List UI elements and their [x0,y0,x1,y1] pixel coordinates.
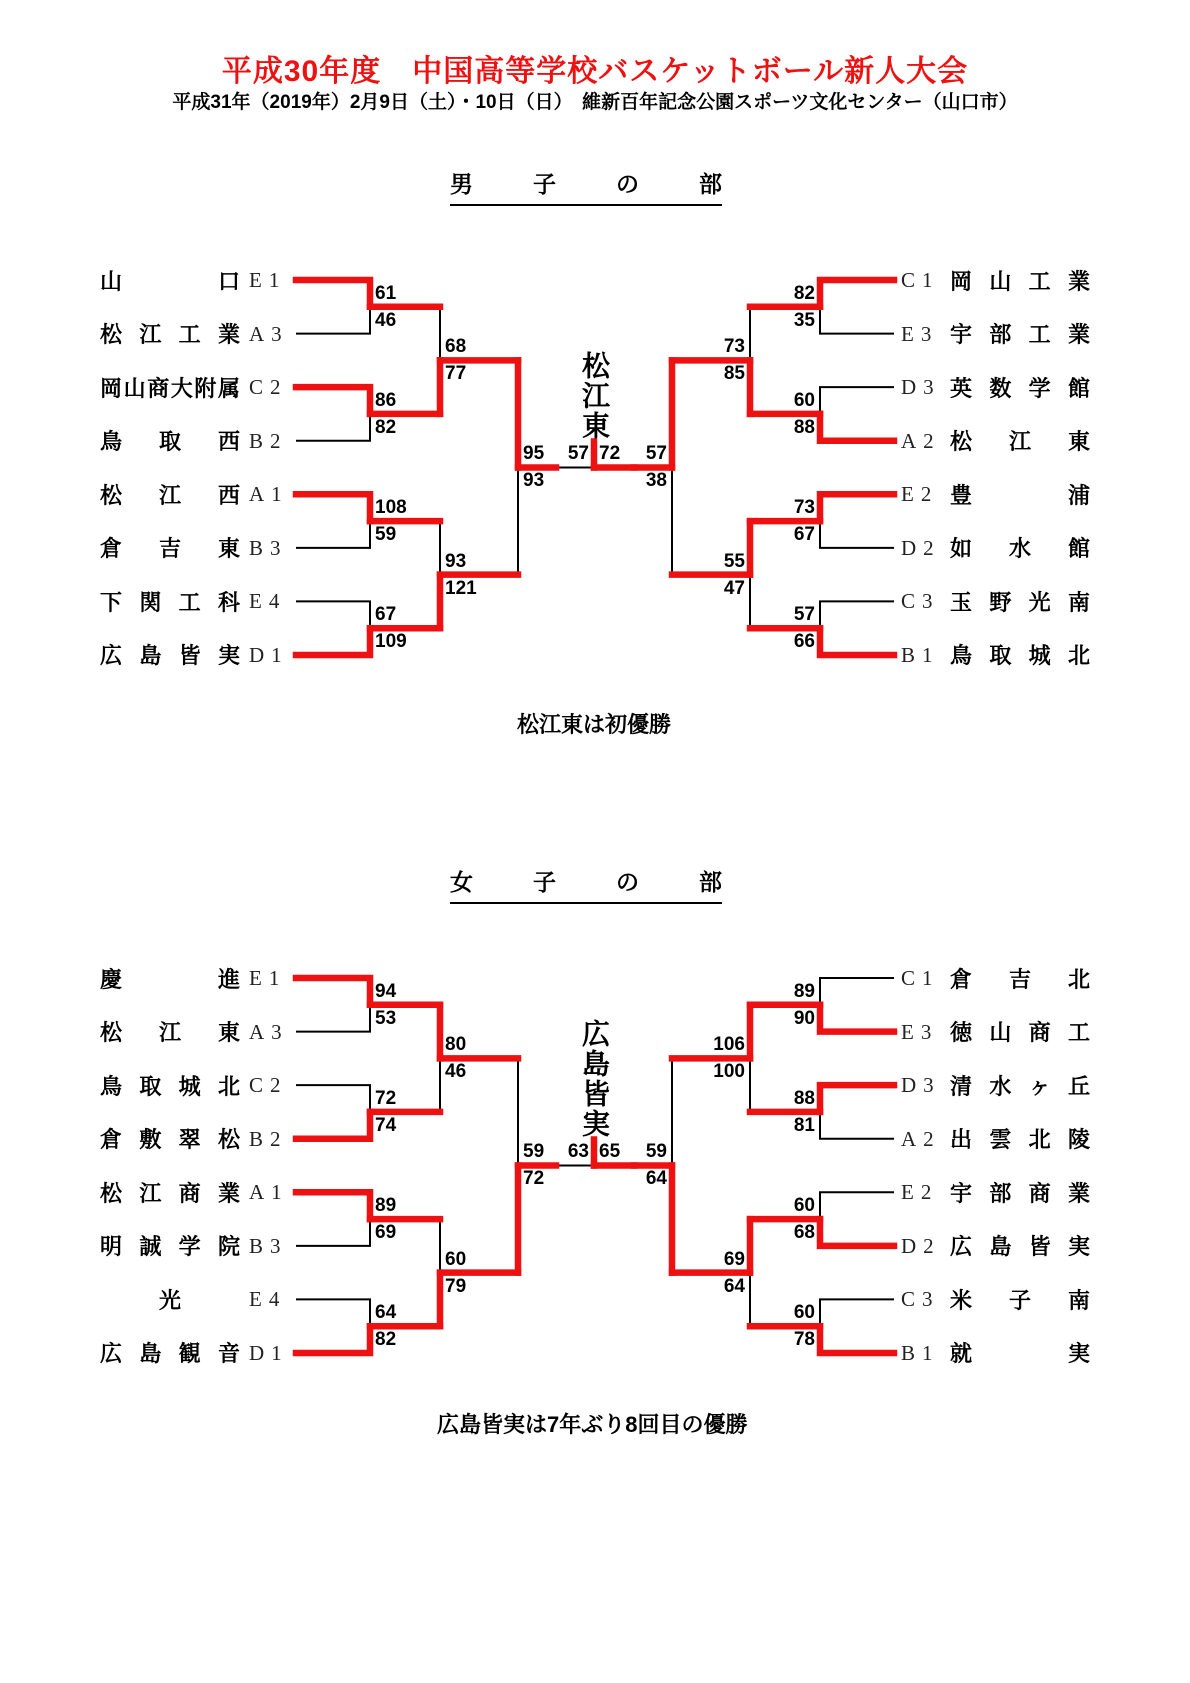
match-score: 66 [793,631,815,653]
bracket-line [820,414,894,441]
team-name-char: 宇 [950,322,973,348]
team-name-char: 松 [100,482,123,508]
team-seed: B3 [249,1233,288,1258]
team-name [100,1231,240,1261]
team-name-char: 城 [1028,643,1051,669]
team-name-char: 音 [217,1341,240,1367]
team-name-char: 山 [100,268,123,294]
team-name [950,963,1090,993]
team-name [950,533,1090,563]
match-score: 64 [723,1275,745,1297]
team-name-char: 豊 [950,482,973,508]
team-name [950,426,1090,456]
team-name [950,1284,1090,1314]
bracket-line [296,1005,370,1032]
section-header-char: 子 [533,869,556,895]
team-name-char: 野 [989,589,1012,615]
bracket-line [820,978,894,1005]
match-score: 64 [375,1302,397,1324]
match-score: 88 [793,416,815,438]
team-name-char: 北 [1067,643,1090,669]
team-name-char: 鳥 [100,429,123,455]
team-seed: D3 [901,1073,941,1098]
team-seed: E4 [249,1287,287,1312]
team-name-char: 東 [217,1020,240,1046]
match-score: 61 [375,282,397,304]
match-score: 86 [375,389,397,411]
match-score: 57 [567,443,589,465]
team-name-char: 工 [1028,322,1051,348]
section-header-men [450,166,722,206]
team-name-char: 吉 [1008,966,1031,992]
team-name-char: 工 [1067,1020,1090,1046]
match-score: 74 [375,1114,397,1136]
match-score: 38 [645,470,667,492]
champion-note-men: 松江東は初優勝 [517,712,672,737]
team-name-char: 館 [1067,536,1090,562]
team-seed: E3 [901,1019,939,1044]
team-name-char: 東 [217,536,240,562]
team-name-char: 江 [1008,429,1031,455]
team-name-char: 取 [139,1073,162,1099]
team-seed: A2 [901,1126,941,1151]
team-name-char: 実 [217,643,240,669]
match-score: 57 [645,443,667,465]
team-name-char: 取 [989,643,1012,669]
team-name-char: 部 [989,1180,1012,1206]
team-name [100,1177,240,1207]
match-score: 82 [793,282,815,304]
team-name [950,1070,1090,1100]
team-name-char: 院 [217,1234,240,1260]
team-name [100,640,240,670]
match-score: 35 [793,309,815,331]
bracket-line [820,1005,894,1032]
section-header-char: 部 [699,869,722,895]
team-name-char: 工 [1028,268,1051,294]
bracket-line [820,521,894,548]
team-name-char: 北 [1067,966,1090,992]
match-score: 95 [523,443,545,465]
match-score: 100 [713,1061,745,1083]
team-seed: D2 [901,1233,941,1258]
team-name [950,586,1090,616]
team-name-char: 米 [950,1287,973,1313]
team-name [950,1177,1090,1207]
match-score: 60 [793,1302,815,1324]
team-name-char: 清 [950,1073,973,1099]
team-name [950,1338,1090,1368]
bracket-line [820,1112,894,1139]
team-seed: D1 [249,1340,289,1365]
team-name-char: 附 [194,375,217,401]
bracket-line [296,1299,370,1326]
team-name-char: 雲 [989,1127,1012,1153]
team-name-char: 慶 [100,966,123,992]
team-seed: E3 [901,321,939,346]
bracket-line [296,1112,370,1139]
team-name-char: 業 [217,322,240,348]
team-name-char: 徳 [950,1020,973,1046]
team-name-char: 属 [217,375,240,401]
match-score: 67 [793,524,815,546]
team-name-char: 水 [989,1073,1012,1099]
match-score: 57 [793,604,815,626]
team-name-char: 英 [950,375,973,401]
team-name-char: 広 [100,1341,123,1367]
team-seed: E1 [249,966,287,990]
team-name-char: 広 [950,1234,973,1260]
team-name-char: 光 [1028,589,1051,615]
team-name-char: 岡 [100,375,123,401]
match-score: 93 [445,550,467,572]
team-name [100,1124,240,1154]
tournament-subtitle: 平成31年（2019年）2月9日（土）・10日（日） 維新百年記念公園スポーツ文化センター（山口市） [172,92,1018,113]
team-name-char: 西 [217,482,240,508]
match-score: 94 [375,980,397,1002]
team-name [950,372,1090,402]
match-score: 46 [445,1061,467,1083]
team-name-char: 島 [989,1234,1012,1260]
bracket-line [296,387,370,414]
team-name-char: 島 [139,643,162,669]
match-score: 82 [375,416,397,438]
team-name-char: 山 [989,1020,1012,1046]
tournament-title: 平成30年度 中国高等学校バスケットボール新人大会 [221,55,969,88]
team-name-char: 皆 [1028,1234,1051,1260]
team-seed: B2 [249,428,288,453]
team-name-char: 実 [1067,1234,1090,1260]
bracket-line [820,628,894,655]
team-name-char: 光 [158,1287,181,1313]
team-name-char: 倉 [100,536,123,562]
team-name-char: 鳥 [100,1073,123,1099]
match-score: 85 [723,363,745,385]
team-name-char: 松 [217,1127,240,1153]
team-name-char: 陵 [1067,1127,1090,1153]
team-name-char: 館 [1067,375,1090,401]
match-score: 60 [793,389,815,411]
team-seed: E4 [249,589,287,614]
team-name-char: 松 [100,1020,123,1046]
champion-note-women: 広島皆実は7年ぶり8回目の優勝 [437,1412,748,1437]
match-score: 64 [645,1168,667,1190]
team-name [100,479,240,509]
match-score: 60 [793,1195,815,1217]
match-score: 72 [523,1168,545,1190]
section-header-char: の [616,171,639,197]
team-name-char: 関 [139,589,162,615]
match-score: 59 [375,524,397,546]
match-score: 78 [793,1329,815,1351]
team-name-char: 業 [217,1180,240,1206]
champion-name-women: 広島皆実 [579,1019,610,1140]
bracket-line [820,280,894,307]
bracket-line [296,280,370,307]
bracket-line [296,1192,370,1219]
team-name-char: 吉 [158,536,181,562]
team-name-char: 倉 [950,966,973,992]
team-name-char: 業 [1067,1180,1090,1206]
team-seed: D1 [249,642,289,667]
section-header-char: 女 [450,869,473,895]
bracket-line [296,1326,370,1353]
match-score: 79 [445,1275,467,1297]
team-name [100,265,240,295]
team-seed: C2 [249,375,288,400]
team-seed: C1 [901,268,940,292]
match-score: 73 [723,336,745,358]
bracket-line [820,601,894,628]
team-name [950,319,1090,349]
team-name [100,319,240,349]
team-name [950,640,1090,670]
match-score: 47 [723,577,745,599]
match-score: 46 [375,309,397,331]
team-seed: C3 [901,589,940,614]
team-name-char: 数 [989,375,1012,401]
bracket-line [820,1326,894,1353]
team-name-char: 観 [178,1341,201,1367]
bracket-line [296,978,370,1005]
team-seed: A1 [249,482,289,507]
match-score: 77 [445,363,467,385]
team-name [100,1017,240,1047]
bracket-line [820,307,894,334]
team-seed: E1 [249,268,287,292]
bracket-line [820,1192,894,1219]
team-name-char: 岡 [950,268,973,294]
team-seed: E2 [901,1180,939,1205]
bracket-line [296,414,370,441]
team-name-char: 江 [158,482,181,508]
bracket-line [296,601,370,628]
match-score: 80 [445,1034,467,1056]
team-name-char: 玉 [950,589,973,615]
champion-name-men: 松江東 [579,351,610,442]
match-score: 81 [793,1114,815,1136]
team-name-char: 丘 [1067,1073,1090,1099]
team-name-char: 島 [139,1341,162,1367]
match-score: 89 [375,1195,397,1217]
team-seed: B1 [901,642,940,667]
team-seed: C1 [901,966,940,990]
section-header-char: 子 [533,171,556,197]
team-name [100,426,240,456]
team-name-char: 江 [158,1020,181,1046]
team-name-char: 商 [1028,1180,1051,1206]
team-name-char: 口 [217,268,240,294]
team-seed: A2 [901,428,941,453]
match-score: 89 [793,980,815,1002]
team-name-char: 科 [217,589,240,615]
match-score: 60 [445,1248,467,1270]
team-seed: B3 [249,535,288,560]
team-name-char: 松 [100,1180,123,1206]
team-name [950,1124,1090,1154]
team-name-char: 子 [1008,1287,1031,1313]
team-name-char: 東 [1067,429,1090,455]
match-score: 68 [445,336,467,358]
team-seed: C2 [249,1073,288,1098]
bracket-line [820,1219,894,1246]
team-seed: E2 [901,482,939,507]
section-header-women [450,864,722,904]
team-name-char: 業 [1067,268,1090,294]
match-score: 72 [599,443,621,465]
match-score: 68 [793,1222,815,1244]
team-name-char: 宇 [950,1180,973,1206]
match-score: 72 [375,1087,397,1109]
team-name-char: 江 [139,1180,162,1206]
match-score: 53 [375,1007,397,1029]
bracket-line [296,307,370,334]
match-score: 67 [375,604,397,626]
bracket-line [820,1299,894,1326]
team-name-char: 工 [178,322,201,348]
team-seed: D3 [901,375,941,400]
team-name [950,265,1090,295]
match-score: 59 [645,1141,667,1163]
match-score: 69 [723,1248,745,1270]
team-name-char: 水 [1008,536,1031,562]
team-name [950,1017,1090,1047]
team-name-char: 倉 [100,1127,123,1153]
team-name [100,1284,240,1314]
section-header-char: の [616,869,639,895]
team-name-char: 就 [950,1341,973,1367]
team-name-char: 江 [139,322,162,348]
team-name-char: 西 [217,429,240,455]
match-score: 59 [523,1141,545,1163]
team-seed: A1 [249,1180,289,1205]
match-score: 88 [793,1087,815,1109]
team-name-char: 実 [1067,1341,1090,1367]
section-header-char: 男 [450,171,473,197]
team-name [100,533,240,563]
team-name [100,963,240,993]
team-name-char: 明 [100,1234,123,1260]
team-name [100,372,240,402]
match-score: 55 [723,550,745,572]
match-score: 121 [445,577,477,599]
team-name-char: 山 [123,375,146,401]
bracket-line [820,1085,894,1112]
match-score: 63 [567,1141,589,1163]
match-score: 108 [375,497,407,519]
team-name-char: 翠 [178,1127,201,1153]
team-name-char: 南 [1067,589,1090,615]
team-name-char: 大 [170,375,193,401]
team-name-char: 如 [950,536,973,562]
match-score: 109 [375,631,407,653]
team-name [100,586,240,616]
team-name-char: 皆 [178,643,201,669]
team-name-char: 商 [1028,1020,1051,1046]
bracket-line [296,628,370,655]
team-seed: B1 [901,1340,940,1365]
match-score: 82 [375,1329,397,1351]
team-seed: A3 [249,321,289,346]
match-score: 106 [713,1034,745,1056]
team-name-char: 商 [178,1180,201,1206]
team-name-char: 商 [147,375,170,401]
team-name-char: 部 [989,322,1012,348]
team-name-char: 学 [1028,375,1051,401]
bracket-line [296,1085,370,1112]
team-name [100,1070,240,1100]
team-name-char: 南 [1067,1287,1090,1313]
team-name [100,1338,240,1368]
team-name-char: 広 [100,643,123,669]
team-name-char: 下 [100,589,123,615]
team-name-char: 工 [178,589,201,615]
team-seed: B2 [249,1126,288,1151]
team-name-char: 北 [217,1073,240,1099]
team-name-char: 北 [1028,1127,1051,1153]
team-name-char: 取 [158,429,181,455]
bracket-line [296,521,370,548]
match-score: 65 [599,1141,621,1163]
team-name-char: 山 [989,268,1012,294]
team-name-char: 城 [178,1073,201,1099]
team-name-char: ヶ [1028,1073,1051,1099]
team-seed: A3 [249,1019,289,1044]
team-name-char: 業 [1067,322,1090,348]
match-score: 90 [793,1007,815,1029]
team-name [950,1231,1090,1261]
match-score: 93 [523,470,545,492]
team-name-char: 浦 [1067,482,1090,508]
match-score: 69 [375,1222,397,1244]
bracket-line [296,1219,370,1246]
team-name-char: 松 [100,322,123,348]
team-name-char: 進 [217,966,240,992]
bracket-line [820,494,894,521]
team-name-char: 敷 [139,1127,162,1153]
team-name-char: 出 [950,1127,973,1153]
team-name [950,479,1090,509]
team-name-char: 誠 [139,1234,162,1260]
match-score: 73 [793,497,815,519]
team-name-char: 学 [178,1234,201,1260]
team-seed: D2 [901,535,941,560]
team-name-char: 鳥 [950,643,973,669]
team-seed: C3 [901,1287,940,1312]
bracket-line [820,387,894,414]
section-header-char: 部 [699,171,722,197]
bracket-line [296,494,370,521]
team-name-char: 松 [950,429,973,455]
